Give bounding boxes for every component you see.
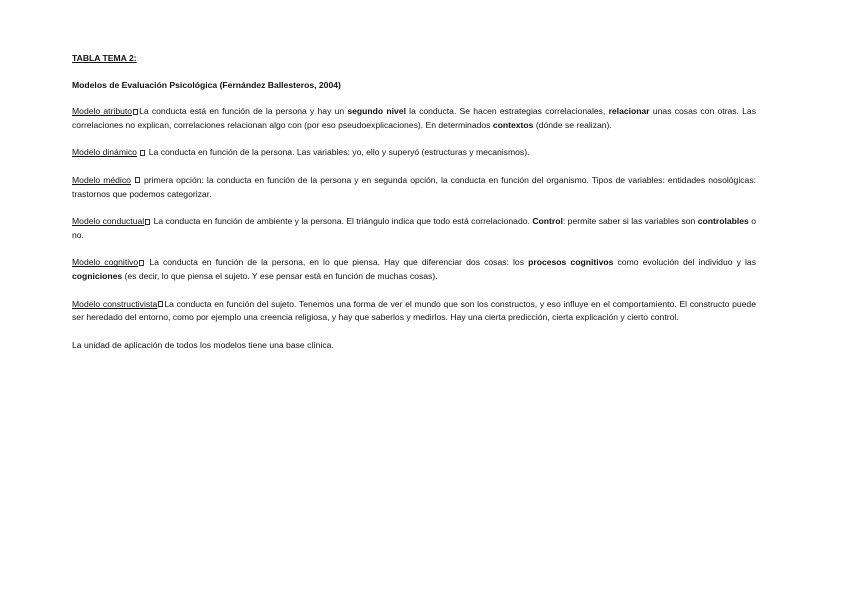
model-term: Modelo cognitivo	[72, 257, 139, 268]
model-emphasis: contextos	[492, 119, 534, 130]
model-text: como evolución del individuo y las	[613, 257, 756, 268]
model-text: La conducta está en función de la persona y hay un	[139, 106, 348, 117]
model-text: (dónde se realizan).	[533, 119, 612, 130]
missing-glyph-icon	[135, 177, 140, 183]
model-paragraph-constructivista	[72, 298, 756, 325]
model-term: Modelo atributo	[72, 106, 133, 117]
missing-glyph-icon	[158, 301, 163, 307]
model-emphasis: Control	[532, 216, 563, 227]
missing-glyph-icon	[140, 150, 145, 156]
model-text: La conducta en función de la persona. Las variables: yo, ello y superyó (estructuras y mecanismos).	[148, 147, 530, 158]
model-paragraph-conductual	[72, 215, 756, 242]
document-content	[72, 52, 756, 366]
model-emphasis: cogniciones	[72, 270, 123, 281]
model-emphasis: procesos cognitivos	[528, 257, 614, 268]
model-text: La conducta en función del sujeto. Tenemos una forma de ver el mundo que son los constructos, y eso influye en el comportamiento. El constructo puede ser heredado del entorno, como por ejemplo una creencia religiosa, y hay que saberlos y medirlos. Hay una cierta predicción, cierta explicación y cierto control.	[72, 298, 756, 323]
missing-glyph-icon	[139, 260, 144, 266]
model-term: Modelo conductual	[72, 216, 145, 227]
model-text: unas cosas con otras. Las correlaciones no explican, correlaciones relacionan algo con (por eso pseudoexplicaciones). En determinados	[72, 106, 756, 130]
model-emphasis: segundo nivel	[347, 106, 406, 117]
missing-glyph-icon	[133, 109, 138, 115]
model-text: (es decir, lo que piensa el sujeto. Y ese pensar está en función de muchas cosas).	[122, 270, 438, 281]
model-term: Modelo constructivista	[72, 298, 158, 309]
model-text: La conducta en función de la persona, en lo que piensa. Hay que diferenciar dos cosas: los	[149, 257, 529, 268]
model-emphasis: relacionar	[608, 106, 650, 117]
page-title: TABLA TEMA 2:	[72, 53, 137, 63]
model-paragraph-dinamico	[72, 146, 756, 160]
model-paragraph-atributo	[72, 105, 756, 132]
model-text: la conducta. Se hacen estrategias correlacionales,	[405, 106, 609, 117]
missing-glyph-icon	[145, 219, 150, 225]
model-text: La conducta en función de ambiente y la persona. El triángulo indica que todo está correlacionado.	[153, 216, 533, 227]
model-emphasis: controlables	[697, 216, 749, 227]
model-paragraph-cognitivo	[72, 256, 756, 283]
page-subtitle: Modelos de Evaluación Psicológica (Fernández Ballesteros, 2004)	[72, 79, 341, 90]
model-term: Modelo dinámico	[72, 147, 137, 158]
closing-paragraph: La unidad de aplicación de todos los modelos tiene una base clínica.	[72, 339, 334, 350]
model-paragraph-medico	[72, 174, 756, 201]
model-text: : permite saber si las variables son	[562, 216, 698, 227]
model-text: primera opción: la conducta en función de la persona y en segunda opción, la conducta en función del organismo. Tipos de variables: entidades nosológicas: trastornos que podemos categorizar.	[72, 174, 757, 199]
model-term: Modelo médico	[72, 174, 131, 185]
model-text: o no.	[72, 216, 757, 240]
